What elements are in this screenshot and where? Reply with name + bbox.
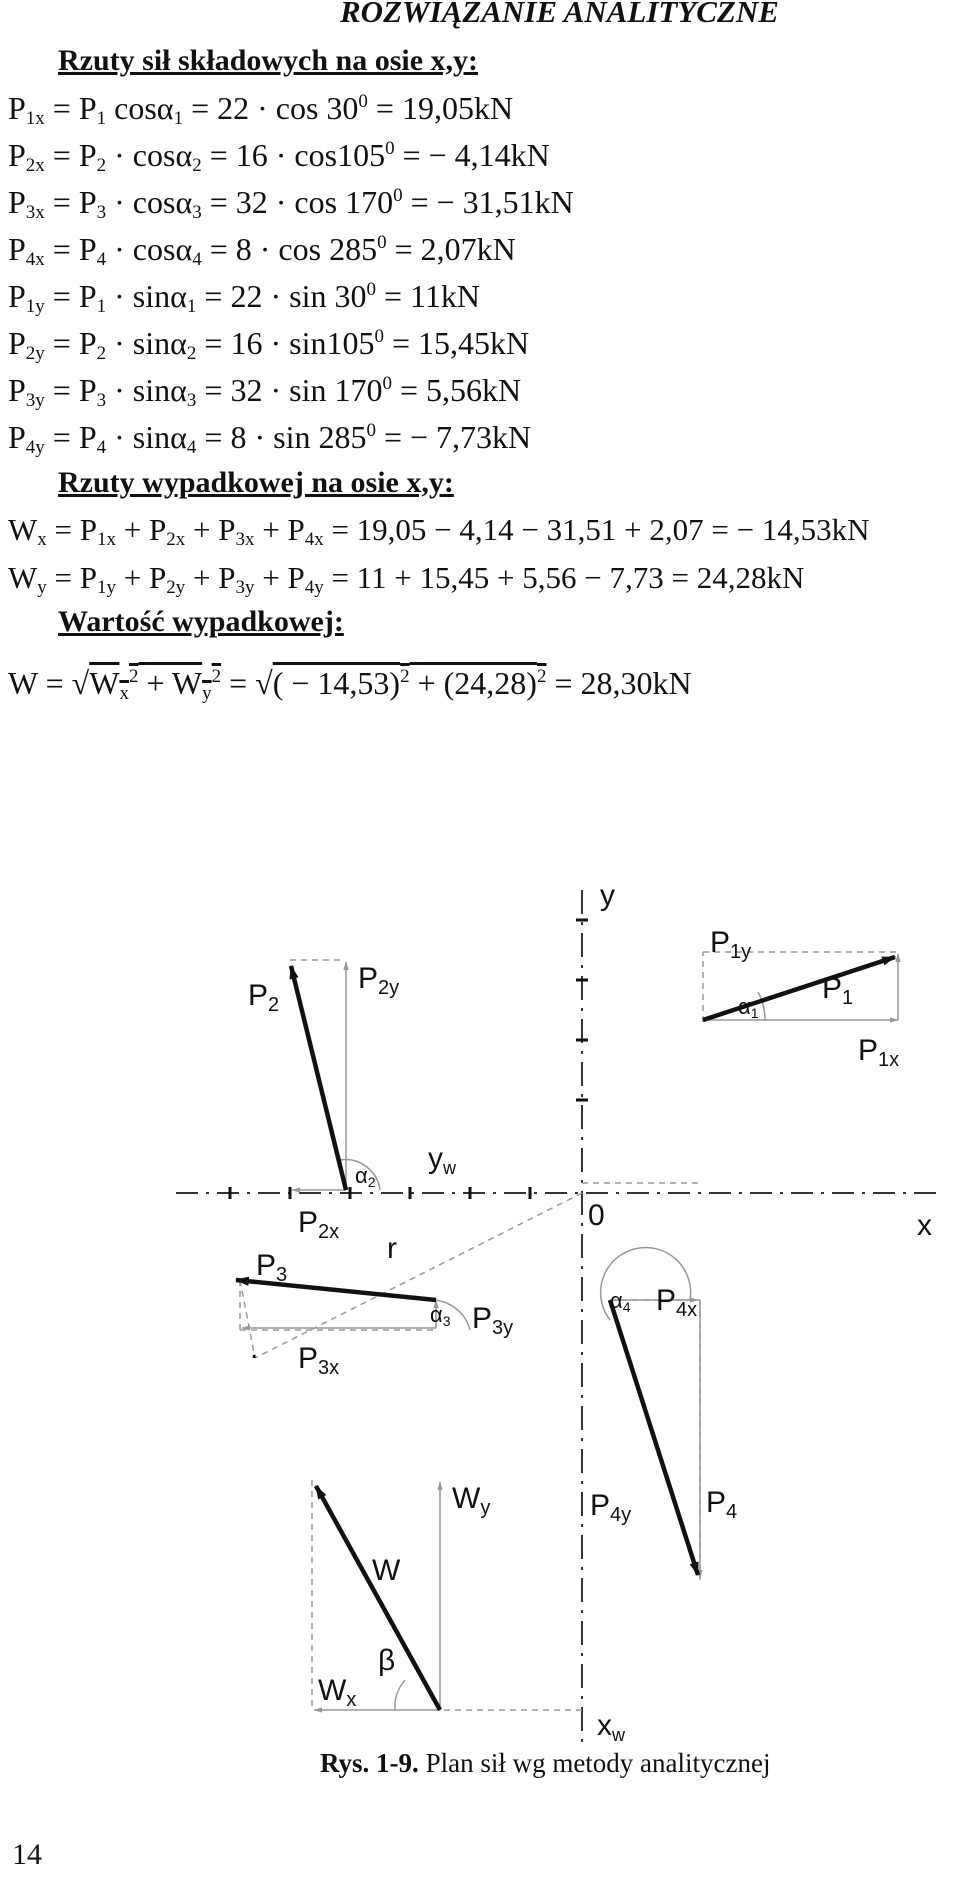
construction-lines	[240, 952, 900, 1710]
p1y-label: $P_{1y}$	[710, 926, 752, 963]
alpha1-label: α1	[738, 994, 759, 1021]
section-title-components: Rzuty sił składowych na osie x,y:	[58, 44, 479, 77]
beta-arc	[395, 1680, 405, 1710]
force-vectors	[236, 957, 895, 1710]
x-axis-label: x	[917, 1209, 932, 1242]
origin-label: 0	[588, 1199, 605, 1232]
eq-p4x: $P_{4x} = P_4 \cdot \cos\alpha_4 = 8 \cdot \cos 285^0 = 2,07kN$	[8, 231, 516, 270]
p3x-label: $P_{3x}$	[298, 1342, 340, 1379]
eq-p4y: $P_{4y} = P_4 \cdot \sin\alpha_4 = 8 \cdot \sin 285^0$ = − 7,73kN	[8, 419, 532, 458]
force-plan-diagram	[0, 880, 960, 1750]
vector-p1	[703, 957, 895, 1020]
p1-label: $P_1$	[822, 972, 854, 1009]
p4x-label: $P_{4x}$	[656, 1284, 698, 1321]
p4y-label: $P_{4y}$	[590, 1489, 632, 1526]
p3y-label: $P_{3y}$	[472, 1302, 514, 1339]
section-title-resultant-projections: Rzuty wypadkowej na osie x,y:	[58, 466, 454, 499]
vector-p4	[610, 1300, 698, 1575]
wy-label: $W_y$	[452, 1482, 491, 1519]
p1x-label: $P_{1x}$	[858, 1034, 900, 1071]
eq-p2y: $P_{2y} = P_2 \cdot \sin\alpha_2 = 16 \cdot \sin 105^0 = 15,45kN$	[8, 325, 530, 364]
beta-label: β	[378, 1644, 396, 1677]
p2x-label: $P_{2x}$	[298, 1206, 340, 1243]
alpha4-label: α4	[610, 1288, 631, 1315]
perpendicular-dot: .	[250, 1332, 259, 1365]
eq-p3y: $P_{3y} = P_3 \cdot \sin\alpha_3 = 32 \cdot \sin 170^0 = 5,56kN$	[8, 372, 522, 411]
w-label: W	[372, 1554, 401, 1587]
r-label: r	[387, 1232, 397, 1265]
alpha3-label: α3	[430, 1302, 451, 1329]
alpha2-label: α2	[355, 1163, 376, 1190]
vector-p2	[291, 966, 346, 1190]
eq-wy: $W_y = P_{1y} + P_{2y} + P_{3y} + P_{4y} = 11 + 15,45 + 5,56 - 7,73 = 24,28kN$	[8, 560, 805, 598]
eq-w: $W = √W_x^2 + W_y^2$ = √( − $14,53)^2 + (24,28)^2 = 28,30kN$	[8, 665, 692, 704]
eq-p2x: $P_{2x} = P_2 \cdot \cos\alpha_2 = 16 \cdot \cos 105^0$ = − 4,14kN	[8, 137, 550, 176]
xw-label: $x_w$	[597, 1709, 625, 1745]
page-heading: ROZWIĄZANIE ANALITYCZNE	[340, 0, 779, 29]
wx-label: $W_x$	[318, 1674, 357, 1711]
figure-caption: Rys. 1-9. Plan sił wg metody analitycznej	[320, 1748, 771, 1778]
p3-label: $P_3$	[256, 1249, 288, 1286]
angle-arcs	[340, 992, 765, 1710]
section-title-resultant-value: Wartość wypadkowej:	[58, 605, 344, 638]
page-number: 14	[12, 1838, 42, 1871]
eq-p1y: $P_{1y} = P_1 \cdot \sin\alpha_1 = 22 \cdot \sin 30^0 = 11kN$	[8, 278, 480, 317]
alpha1-arc	[758, 992, 765, 1021]
yw-label: $y_w$	[428, 1142, 456, 1178]
y-axis-label: y	[600, 880, 615, 912]
eq-p1x: $P_{1x} = P_1$ $\cos\alpha_1 = 22 \cdot \cos 30^0 = 19,05kN$	[8, 90, 514, 129]
component-arrows	[242, 954, 898, 1710]
p2y-label: $P_{2y}$	[358, 962, 400, 999]
vector-p3	[236, 1280, 436, 1300]
p2-label: $P_2$	[248, 979, 280, 1016]
axes	[176, 890, 940, 1750]
eq-wx: $W_x = P_{1x} + P_{2x} + P_{3x} + P_{4x} = 19,05 - 4,14 - 31,51 + 2,07$ = − 14,53kN	[8, 512, 870, 550]
p4-label: $P_4$	[706, 1486, 738, 1523]
eq-p3x: $P_{3x} = P_3 \cdot \cos\alpha_3 = 32 \cdot \cos 170^0$ = − 31,51kN	[8, 184, 574, 223]
